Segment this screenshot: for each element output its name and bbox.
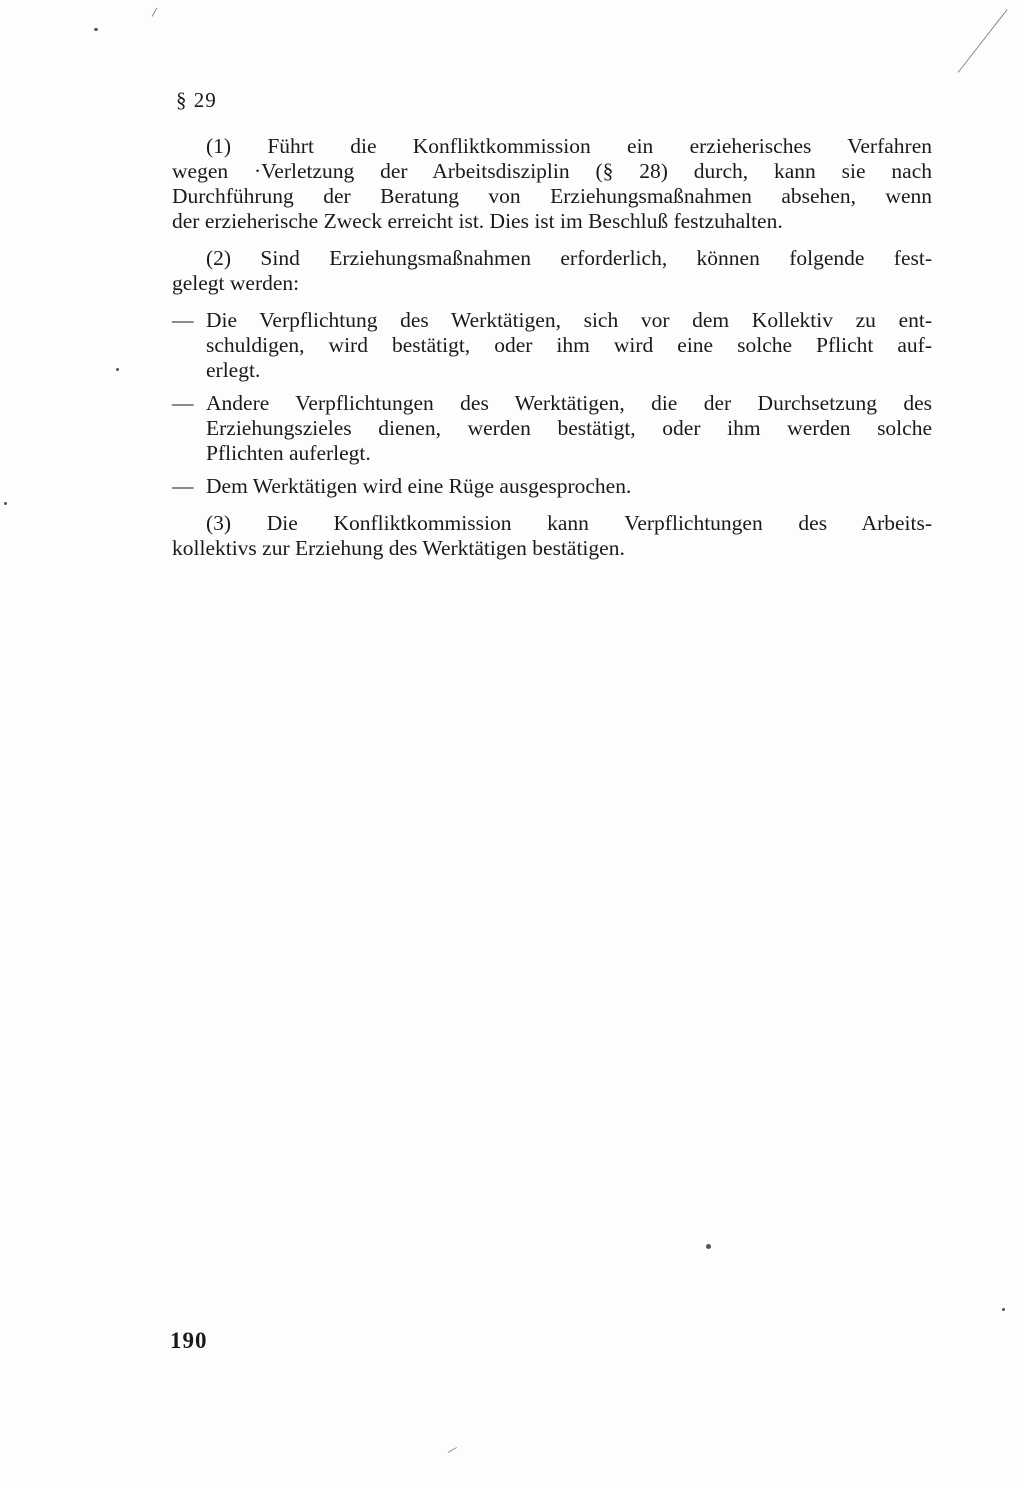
paragraph-1-line: der erzieherische Zweck erreicht ist. Dies ist im Beschluß festzuhalten. (172, 209, 783, 233)
paragraph-2-line: (2) Sind Erziehungsmaßnahmen erforderlich, können folgende fest- (206, 246, 932, 270)
paragraph-3-line: kollektivs zur Erziehung des Werktätigen bestätigen. (172, 536, 625, 560)
scan-speck (116, 368, 119, 371)
paragraph-1-line: (1) Führt die Konfliktkommission ein erzieherisches Verfahren (206, 134, 932, 158)
list-item (172, 391, 932, 466)
list-item (172, 474, 932, 499)
dash-bullet: — (172, 474, 194, 498)
list-item-line: Pflichten auferlegt. (206, 441, 371, 465)
list-item-line: Erziehungszieles dienen, werden bestätigt, oder ihm werden solche (206, 416, 932, 440)
page-number: 190 (170, 1328, 208, 1353)
paragraph-1-line: wegen ·Verletzung der Arbeitsdisziplin (§ 28) durch, kann sie nach (172, 159, 932, 183)
list-item-line: Die Verpflichtung des Werktätigen, sich vor dem Kollektiv zu ent- (206, 308, 932, 332)
list-item-line: Dem Werktätigen wird eine Rüge ausgesprochen. (206, 474, 632, 498)
scan-speck (94, 28, 98, 31)
scan-speck (706, 1244, 711, 1249)
list-item-line: erlegt. (206, 358, 261, 382)
body-text (172, 134, 932, 573)
paragraph-2-line: gelegt werden: (172, 271, 300, 295)
scan-speck (1002, 1308, 1005, 1311)
list-item-line: schuldigen, wird bestätigt, oder ihm wird eine solche Pflicht auf- (206, 333, 932, 357)
paragraph-2 (172, 246, 932, 296)
paragraph-3 (172, 511, 932, 561)
scan-speck (4, 502, 7, 505)
dash-bullet: — (172, 308, 194, 332)
paragraph-3-line: (3) Die Konfliktkommission kann Verpflichtungen des Arbeits- (206, 511, 932, 535)
measures-list (172, 308, 932, 499)
dash-bullet: — (172, 391, 194, 415)
scan-scratch-top-right (958, 9, 1008, 73)
list-item-line: Andere Verpflichtungen des Werktätigen, die der Durchsetzung des (206, 391, 932, 415)
scan-scratch-bottom (448, 1447, 457, 1453)
scan-scratch-top-left (152, 8, 158, 17)
section-heading: § 29 (176, 88, 217, 112)
paragraph-1-line: Durchführung der Beratung von Erziehungsmaßnahmen absehen, wenn (172, 184, 932, 208)
paragraph-1 (172, 134, 932, 234)
list-item (172, 308, 932, 383)
